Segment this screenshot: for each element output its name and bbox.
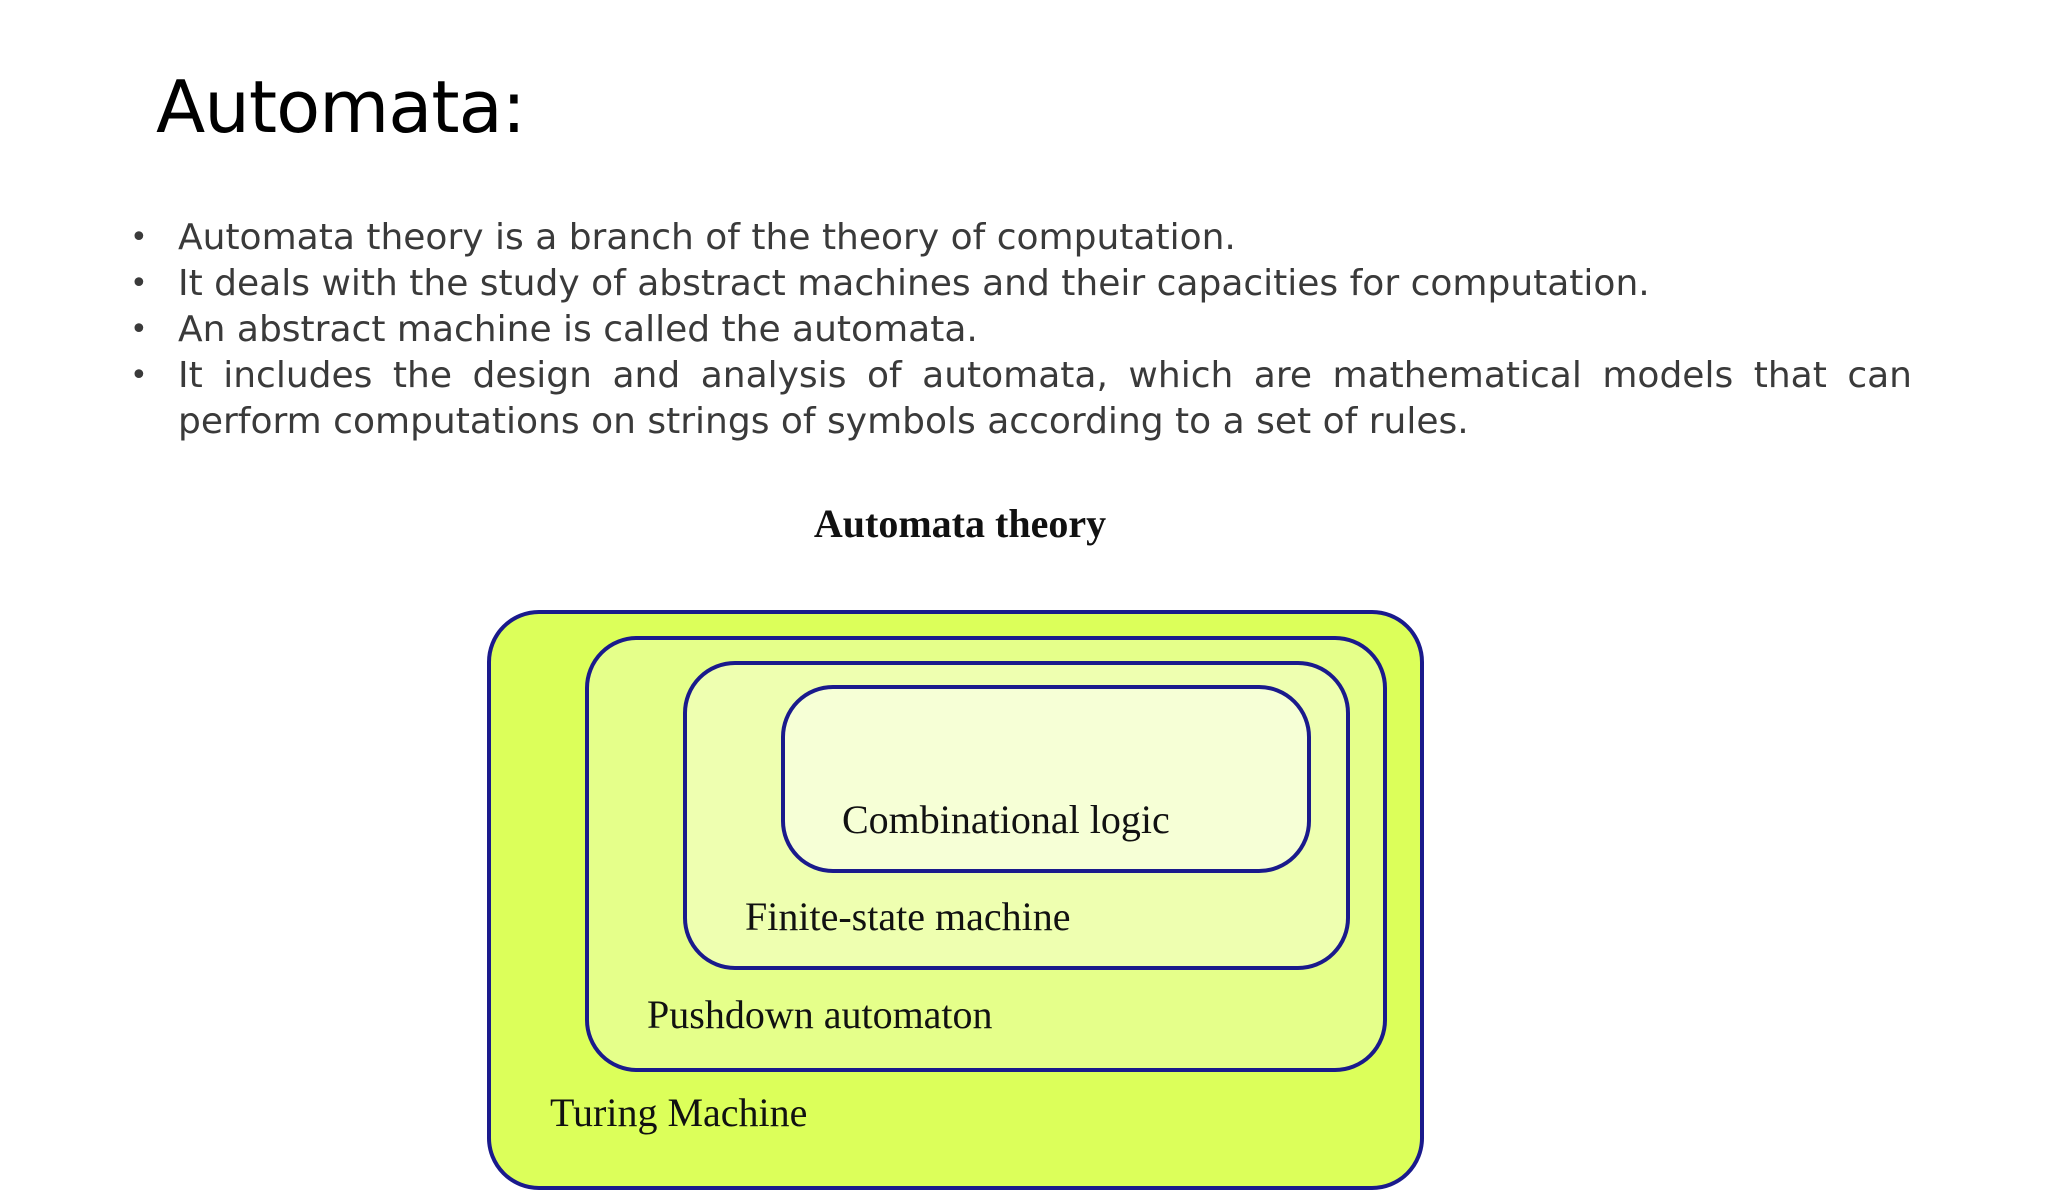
turing-machine-label: Turing Machine xyxy=(550,1090,808,1135)
bullet-item xyxy=(130,215,1912,261)
combinational-logic-label: Combinational logic xyxy=(842,797,1170,842)
bullet-dot-icon: • xyxy=(130,266,148,301)
bullet-item xyxy=(130,261,1912,307)
bullet-item xyxy=(130,307,1912,353)
bullet-dot-icon: • xyxy=(130,312,148,347)
bullet-text: It deals with the study of abstract machines and their capacities for computation. xyxy=(178,263,1650,304)
bullet-text: An abstract machine is called the automata. xyxy=(178,309,978,350)
finite-state-machine-label: Finite-state machine xyxy=(745,894,1071,939)
slide-title: Automata: xyxy=(156,65,526,149)
combinational-logic-box xyxy=(781,685,1311,873)
bullet-dot-icon: • xyxy=(130,220,148,255)
diagram-title: Automata theory xyxy=(813,501,1107,546)
bullet-text: Automata theory is a branch of the theory of computation. xyxy=(178,217,1236,258)
bullet-item xyxy=(130,353,1912,445)
bullet-list xyxy=(130,215,1912,445)
bullet-text: It includes the design and analysis of automata, which are mathematical models that can perform computations on strings of symbols according to a set of rules. xyxy=(178,355,1912,442)
pushdown-automaton-label: Pushdown automaton xyxy=(647,992,993,1037)
bullet-dot-icon: • xyxy=(130,358,148,393)
